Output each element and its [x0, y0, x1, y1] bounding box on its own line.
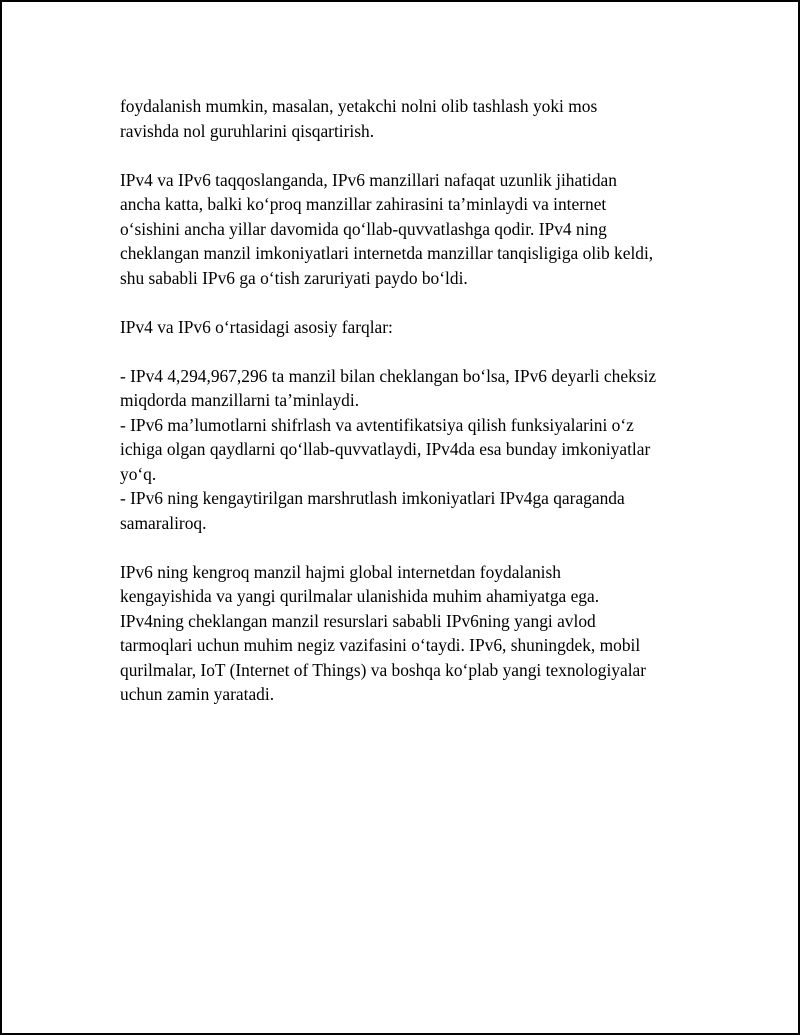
paragraph-comparison	[120, 168, 690, 291]
list-item-line: - IPv6 ma’lumotlarni shifrlash va avtentifikatsiya qilish funksiyalarini o‘z	[120, 414, 634, 435]
text-line: kengayishida va yangi qurilmalar ulanishida muhim ahamiyatga ega.	[120, 586, 600, 606]
text-line: IPv6 ning kengroq manzil hajmi global internetdan foydalanish	[120, 561, 561, 582]
paragraph-differences-list	[120, 364, 690, 536]
text-line: qurilmalar, IoT (Internet of Things) va boshqa ko‘plab yangi texnologiyalar	[120, 659, 647, 680]
list-item-line: miqdorda manzillarni ta’minlaydi.	[120, 390, 360, 410]
text-line: o‘sishini ancha yillar davomida qo‘llab-quvvatlashga qodir. IPv4 ning	[120, 218, 607, 239]
text-line: IPv4 va IPv6 taqqoslanganda, IPv6 manzillari nafaqat uzunlik jihatidan	[120, 169, 617, 190]
paragraph-conclusion	[120, 560, 690, 707]
text-line: shu sababli IPv6 ga o‘tish zaruriyati paydo bo‘ldi.	[120, 267, 468, 288]
text-line: ancha katta, balki ko‘proq manzillar zahirasini ta’minlaydi va internet	[120, 194, 607, 214]
list-item-line: ichiga olgan qaydlarni qo‘llab-quvvatlaydi, IPv4da esa bunday imkoniyatlar	[120, 439, 651, 459]
paragraph-ipv6-notation	[120, 94, 690, 143]
list-item-line: - IPv4 4,294,967,296 ta manzil bilan cheklangan bo‘lsa, IPv6 deyarli cheksiz	[120, 365, 657, 386]
list-item-line: - IPv6 ning kengaytirilgan marshrutlash imkoniyatlari IPv4ga qaraganda	[120, 488, 625, 508]
list-item-line: yo‘q.	[120, 463, 157, 484]
document-body	[120, 94, 690, 731]
text-line: IPv4ning cheklangan manzil resurslari sababli IPv6ning yangi avlod	[120, 610, 596, 631]
text-line: tarmoqlari uchun muhim negiz vazifasini o‘taydi. IPv6, shuningdek, mobil	[120, 635, 641, 655]
text-line: IPv4 va IPv6 o‘rtasidagi asosiy farqlar:	[120, 316, 393, 337]
text-line: uchun zamin yaratadi.	[120, 684, 275, 704]
text-line: foydalanish mumkin, masalan, yetakchi nolni olib tashlash yoki mos	[120, 96, 598, 116]
text-line: ravishda nol guruhlarini qisqartirish.	[120, 120, 375, 141]
text-line: cheklangan manzil imkoniyatlari internetda manzillar tanqisligiga olib keldi,	[120, 243, 654, 263]
list-item-line: samaraliroq.	[120, 512, 207, 533]
paragraph-differences-heading	[120, 315, 690, 340]
